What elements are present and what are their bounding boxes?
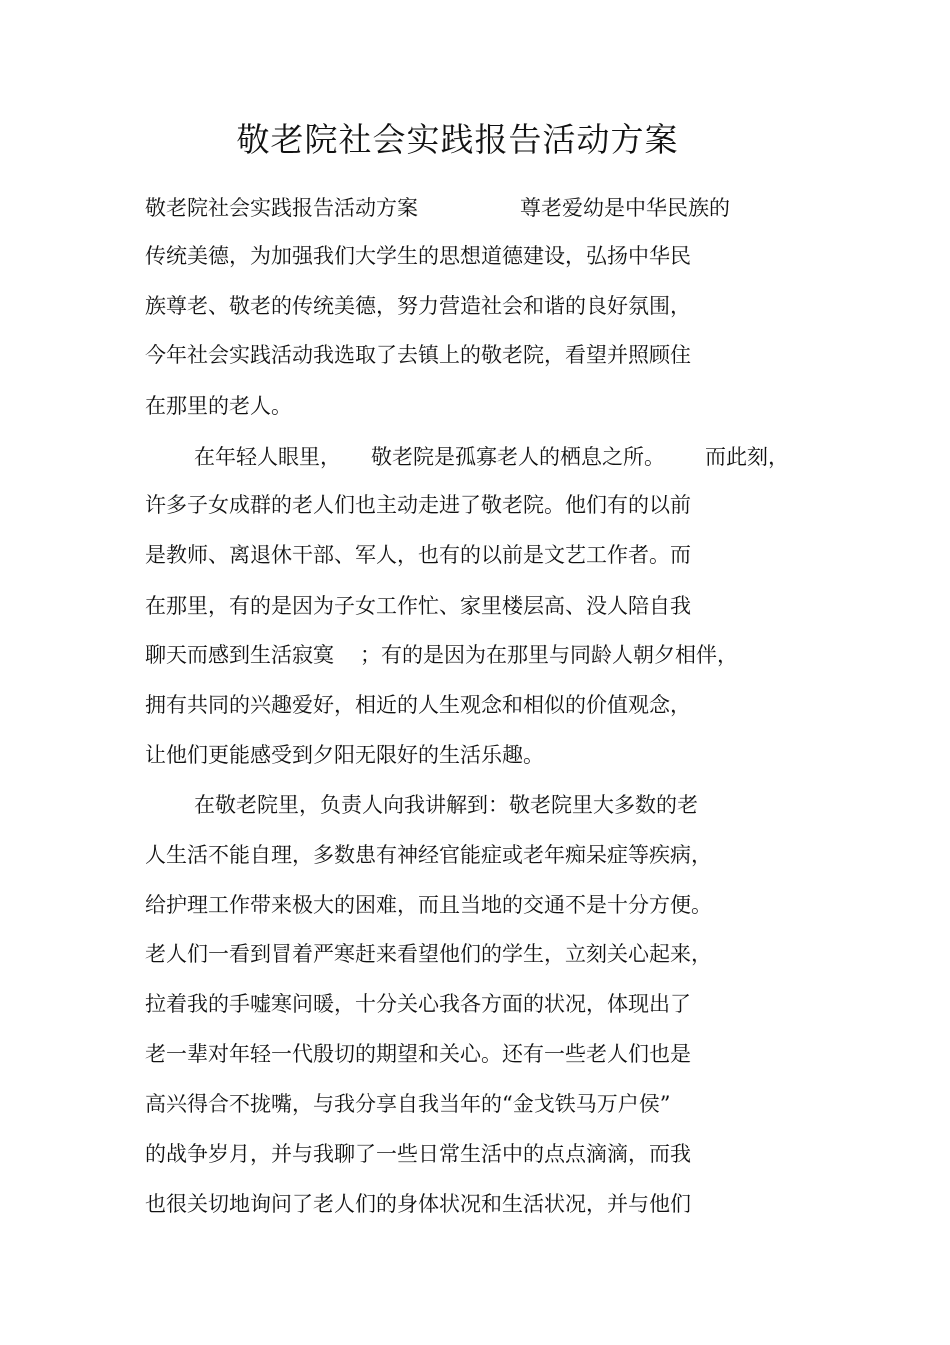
paragraph-line xyxy=(145,840,712,870)
text-segment: 高兴得合不拢嘴，与我分享自我当年的“金戈铁马万户侯” xyxy=(145,1092,671,1116)
text-segment: ；有的是因为在那里与同龄人朝夕相伴， xyxy=(360,643,738,667)
paragraph-line xyxy=(145,490,691,520)
paragraph-line xyxy=(145,291,691,321)
paragraph-line xyxy=(145,1189,691,1219)
text-segment: 尊老爱幼是中华民族的 xyxy=(520,196,730,220)
paragraph-line xyxy=(145,890,712,920)
text-segment: 在那里的老人。 xyxy=(145,394,292,418)
text-segment: 敬老院是孤寡老人的栖息之所。 xyxy=(371,445,665,469)
text-segment: 老人们一看到冒着严寒赶来看望他们的学生，立刻关心起来， xyxy=(145,942,712,966)
text-segment: 给护理工作带来极大的困难，而且当地的交通不是十分方便。 xyxy=(145,893,712,917)
text-segment: 拥有共同的兴趣爱好，相近的人生观念和相似的价值观念， xyxy=(145,693,691,717)
paragraph-line xyxy=(145,740,544,770)
text-segment: 许多子女成群的老人们也主动走进了敬老院。他们有的以前 xyxy=(145,493,691,517)
text-segment: 在敬老院里，负责人向我讲解到：敬老院里大多数的老 xyxy=(194,793,698,817)
text-segment: 敬老院社会实践报告活动方案 xyxy=(145,196,418,220)
text-segment: 今年社会实践活动我选取了去镇上的敬老院，看望并照顾住 xyxy=(145,343,691,367)
text-segment: 而此刻， xyxy=(705,445,789,469)
document-title: 敬老院社会实践报告活动方案 xyxy=(236,120,679,159)
paragraph-line xyxy=(194,442,789,472)
paragraph-line xyxy=(145,1039,691,1069)
paragraph-line xyxy=(145,340,691,370)
text-segment: 拉着我的手嘘寒问暖，十分关心我各方面的状况，体现出了 xyxy=(145,992,691,1016)
paragraph-line xyxy=(145,939,712,969)
paragraph-line xyxy=(145,241,691,271)
paragraph-line xyxy=(145,989,691,1019)
text-segment: 人生活不能自理，多数患有神经官能症或老年痴呆症等疾病， xyxy=(145,843,712,867)
paragraph-line xyxy=(145,640,738,670)
paragraph-line xyxy=(145,1089,670,1119)
text-segment: 族尊老、敬老的传统美德，努力营造社会和谐的良好氛围， xyxy=(145,294,691,318)
paragraph-line xyxy=(145,591,691,621)
paragraph-line xyxy=(145,193,730,223)
paragraph-line xyxy=(194,790,698,820)
text-segment: 也很关切地询问了老人们的身体状况和生活状况，并与他们 xyxy=(145,1192,691,1216)
paragraph-line xyxy=(145,1139,691,1169)
text-segment: 传统美德，为加强我们大学生的思想道德建设，弘扬中华民 xyxy=(145,244,691,268)
paragraph-line xyxy=(145,540,691,570)
text-segment: 是教师、离退休干部、军人，也有的以前是文艺工作者。而 xyxy=(145,543,691,567)
text-segment: 老一辈对年轻一代殷切的期望和关心。还有一些老人们也是 xyxy=(145,1042,691,1066)
text-segment: 的战争岁月，并与我聊了一些日常生活中的点点滴滴，而我 xyxy=(145,1142,691,1166)
paragraph-line xyxy=(145,690,691,720)
text-segment: 在年轻人眼里， xyxy=(194,445,341,469)
paragraph-line xyxy=(145,391,292,421)
text-segment: 聊天而感到生活寂寞 xyxy=(145,643,334,667)
text-segment: 在那里，有的是因为子女工作忙、家里楼层高、没人陪自我 xyxy=(145,594,691,618)
text-segment: 让他们更能感受到夕阳无限好的生活乐趣。 xyxy=(145,743,544,767)
